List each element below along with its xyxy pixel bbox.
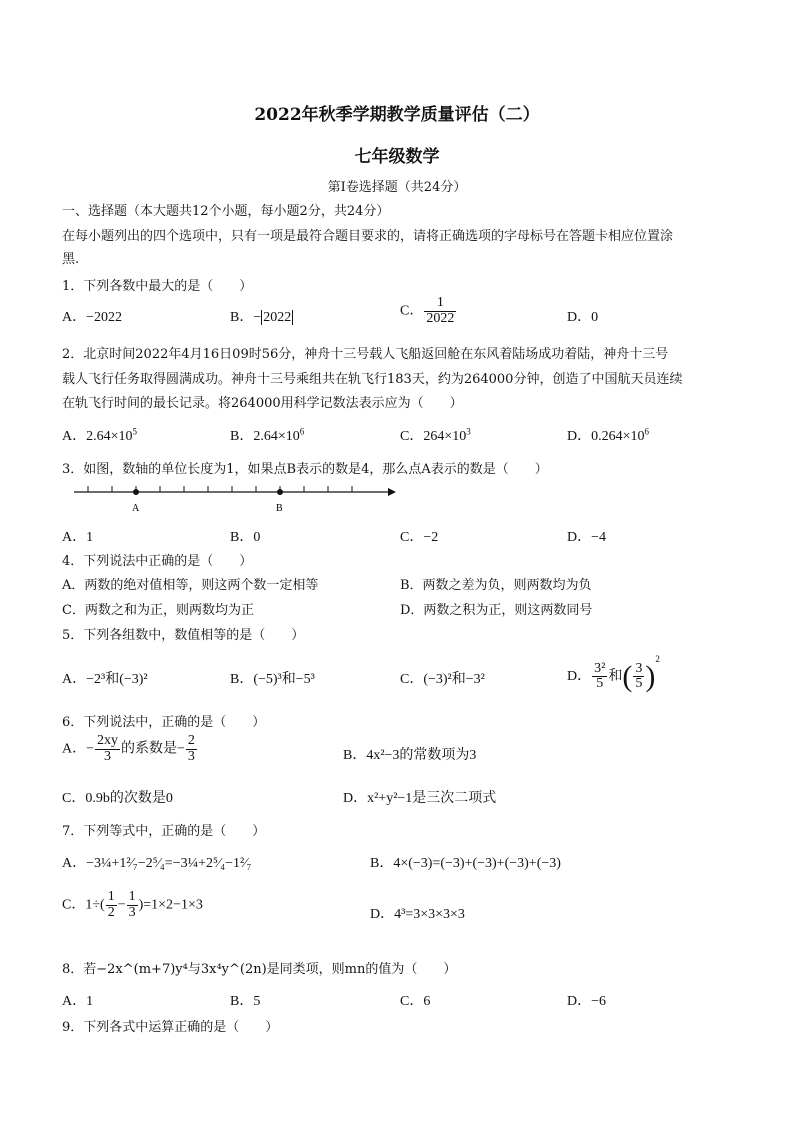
q7-option-b: B．4×(−3)=(−3)+(−3)+(−3)+(−3) bbox=[370, 856, 561, 871]
q5-option-c: C．(−3)²和−3² bbox=[400, 672, 485, 687]
q2-option-c: C．$264\times 10^3$ bbox=[400, 426, 471, 444]
q4-option-c: C．两数之和为正，则两数均为正 bbox=[62, 603, 254, 618]
q2-line-3: 在轨飞行时间的最长记录。将264000用科学记数法表示应为（ ） bbox=[62, 396, 463, 411]
q6-option-c: C．0.9b的次数是0 bbox=[62, 791, 173, 806]
q1-absolute-value: 2022 bbox=[263, 310, 292, 325]
q6-option-d: D．x²+y²−1是三次二项式 bbox=[343, 791, 497, 806]
q3-option-a: A．1 bbox=[62, 530, 94, 545]
q1-option-b bbox=[230, 306, 293, 326]
q2-option-b: B．$2.64\times 10^6$ bbox=[230, 426, 305, 444]
volume-heading: 第I卷选择题（共24分） bbox=[327, 180, 467, 195]
q8-option-d: D．−6 bbox=[567, 994, 607, 1009]
q8-option-a: A．1 bbox=[62, 994, 94, 1009]
q7-option-c: C．1÷( $\frac{1}{2}$ − $\frac{1}{3}$ )=1×2−1×3 bbox=[62, 889, 203, 920]
section-heading: 一、选择题（本大题共12个小题，每小题2分，共24分） bbox=[62, 204, 390, 219]
q4-option-d: D．两数之积为正，则这两数同号 bbox=[400, 603, 593, 618]
q1-option-c-prefix: C． bbox=[400, 303, 424, 319]
q5-option-a: A．−2³和(−3)² bbox=[62, 672, 148, 687]
q5-option-d: D． $\frac{\text{3²}}{5}$ 和( $\frac{3}{5}$ )$^2$ bbox=[567, 654, 660, 693]
q7-option-d: D．4³=3×3×3×3 bbox=[370, 907, 465, 922]
point-a-label: A bbox=[132, 503, 140, 514]
q8-option-c: C．6 bbox=[400, 994, 431, 1009]
q1-fraction-denominator: 2022 bbox=[426, 310, 455, 326]
q1-option-d: D．0 bbox=[567, 310, 599, 325]
q4-option-a: A．两数的绝对值相等，则这两个数一定相等 bbox=[62, 578, 319, 593]
q9-stem: 9．下列各式中运算正确的是（ ） bbox=[62, 1020, 279, 1035]
q4-option-b: B．两数之差为负，则两数均为负 bbox=[400, 578, 592, 593]
q4-stem: 4．下列说法中正确的是（ ） bbox=[62, 554, 253, 569]
q7-option-a: A．−3¼+1²⁄₇−2⁵⁄₄=−3¼+2⁵⁄₄−1²⁄₇ bbox=[62, 856, 252, 871]
q1-option-a: A．−2022 bbox=[62, 310, 123, 325]
q8-stem: 8．若−2x^(m+7)y⁴与3x⁴y^(2n)是同类项，则mn的值为（ ） bbox=[62, 962, 457, 977]
q3-option-b: B．0 bbox=[230, 530, 261, 545]
point-b-dot bbox=[277, 489, 283, 495]
q2-option-d: D．$0.264\times 10^6$ bbox=[567, 426, 650, 444]
exam-title: 2022年秋季学期教学质量评估（二） bbox=[254, 105, 540, 125]
instructions-line-2: 黑. bbox=[62, 252, 80, 267]
q8-option-b: B．5 bbox=[230, 994, 261, 1009]
number-line-arrow bbox=[388, 488, 396, 496]
q2-line-2: 载人飞行任务取得圆满成功。神舟十三号乘组共在轨飞行183天，约为264000分钟，创造了中国航天员连续 bbox=[62, 372, 683, 387]
number-line-figure bbox=[70, 482, 400, 514]
q3-option-c: C．−2 bbox=[400, 530, 439, 545]
q7-stem: 7．下列等式中，正确的是（ ） bbox=[62, 824, 266, 839]
q3-stem: 3．如图，数轴的单位长度为1，如果点B表示的数是4，那么点A表示的数是（ ） bbox=[62, 462, 548, 477]
number-line-ticks bbox=[88, 486, 352, 492]
q6-option-a: A．− $\frac{2xy}{3}$ 的系数是− $\frac{2}{3}$ bbox=[62, 733, 195, 764]
exam-subtitle: 七年级数学 bbox=[354, 147, 440, 167]
q5-option-b: B．(−5)³和−5³ bbox=[230, 672, 315, 687]
point-a-dot bbox=[133, 489, 139, 495]
q1-option-b-prefix: B．− bbox=[230, 310, 262, 325]
q3-option-d: D．−4 bbox=[567, 530, 607, 545]
q5-stem: 5．下列各组数中，数值相等的是（ ） bbox=[62, 628, 305, 643]
q1-option-c bbox=[400, 296, 457, 326]
q6-stem: 6．下列说法中，正确的是（ ） bbox=[62, 715, 266, 730]
q2-option-a: A．$2.64\times 10^5$ bbox=[62, 426, 138, 444]
q1-stem: 1．下列各数中最大的是（ ） bbox=[62, 279, 253, 294]
q2-line-1: 2．北京时间2022年4月16日09时56分，神舟十三号载人飞船返回舱在东风着陆场成功着陆，神舟十三号 bbox=[62, 347, 669, 362]
q6-option-b: B．4x²−3的常数项为3 bbox=[343, 748, 477, 763]
point-b-label: B bbox=[276, 503, 283, 514]
q1-fraction-numerator: 1 bbox=[424, 296, 456, 312]
instructions-line-1: 在每小题列出的四个选项中，只有一项是最符合题目要求的，请将正确选项的字母标号在答题卡相应位置涂 bbox=[62, 229, 674, 244]
